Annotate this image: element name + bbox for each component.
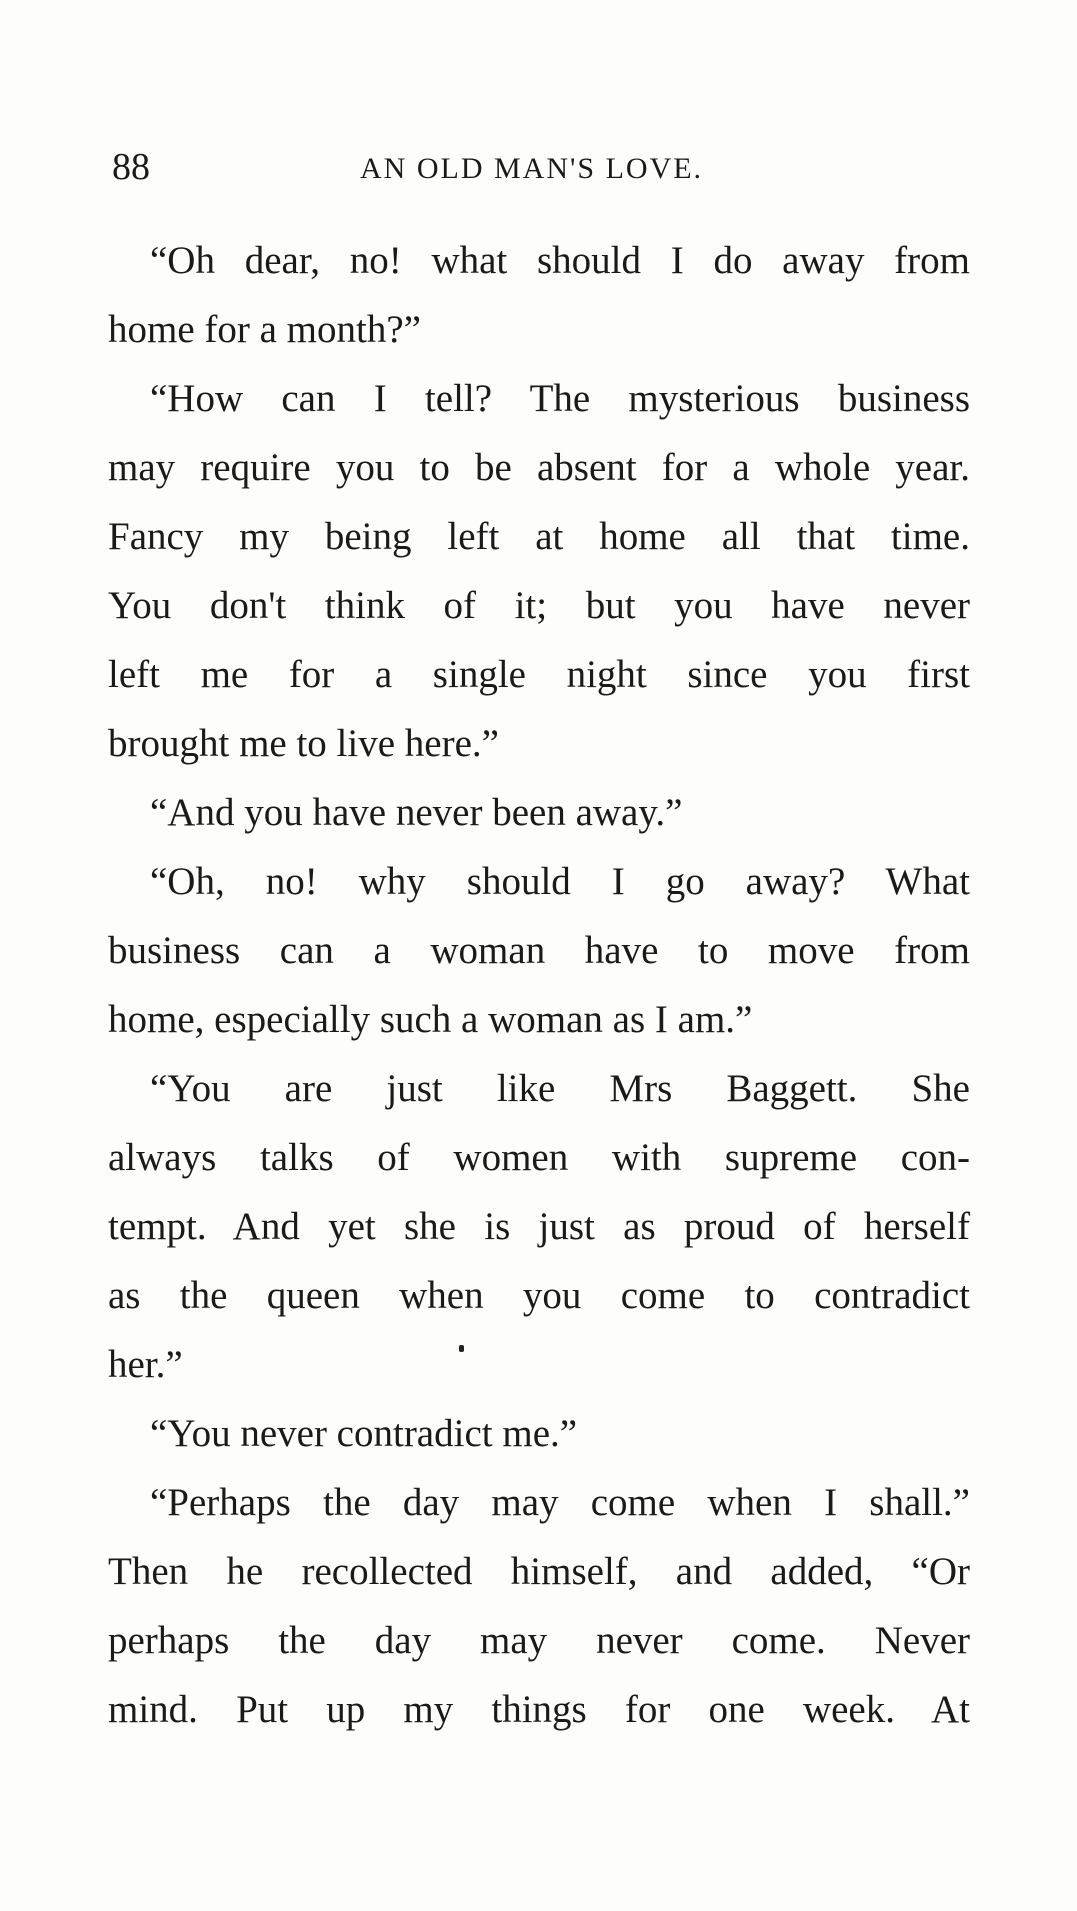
text-line: left me for a single night since you first xyxy=(108,653,970,696)
text-line: as the queen when you come to contradict xyxy=(108,1274,970,1317)
text-line: “How can I tell? The mysterious business xyxy=(150,377,970,420)
text-line: always talks of women with supreme con- xyxy=(108,1136,970,1179)
text-line: Then he recollected himself, and added, “Or xyxy=(108,1550,970,1593)
text-line: perhaps the day may never come. Never xyxy=(108,1619,970,1662)
text-line: her.” xyxy=(108,1343,183,1386)
text-line: home for a month?” xyxy=(108,308,421,351)
text-line: home, especially such a woman as I am.” xyxy=(108,998,753,1041)
text-line: mind. Put up my things for one week. At xyxy=(108,1688,970,1731)
text-line: Fancy my being left at home all that time. xyxy=(108,515,970,558)
text-line: brought me to live here.” xyxy=(108,722,499,765)
text-line: “Oh, no! why should I go away? What xyxy=(150,860,970,903)
text-line: “You never contradict me.” xyxy=(150,1412,578,1455)
running-head xyxy=(112,142,970,192)
text-line: “And you have never been away.” xyxy=(150,791,683,834)
text-line: You don't think of it; but you have never xyxy=(108,584,970,627)
running-title: AN OLD MAN'S LOVE. xyxy=(360,152,704,185)
text-line: “Perhaps the day may come when I shall.” xyxy=(150,1481,970,1524)
ink-speck xyxy=(459,1345,464,1352)
text-line: “Oh dear, no! what should I do away from xyxy=(150,239,970,282)
text-line: tempt. And yet she is just as proud of herself xyxy=(108,1205,970,1248)
text-line: may require you to be absent for a whole year. xyxy=(108,446,970,489)
page-number: 88 xyxy=(112,146,150,188)
text-line: business can a woman have to move from xyxy=(108,929,970,972)
body-text xyxy=(108,226,970,1744)
text-line: “You are just like Mrs Baggett. She xyxy=(150,1067,970,1110)
